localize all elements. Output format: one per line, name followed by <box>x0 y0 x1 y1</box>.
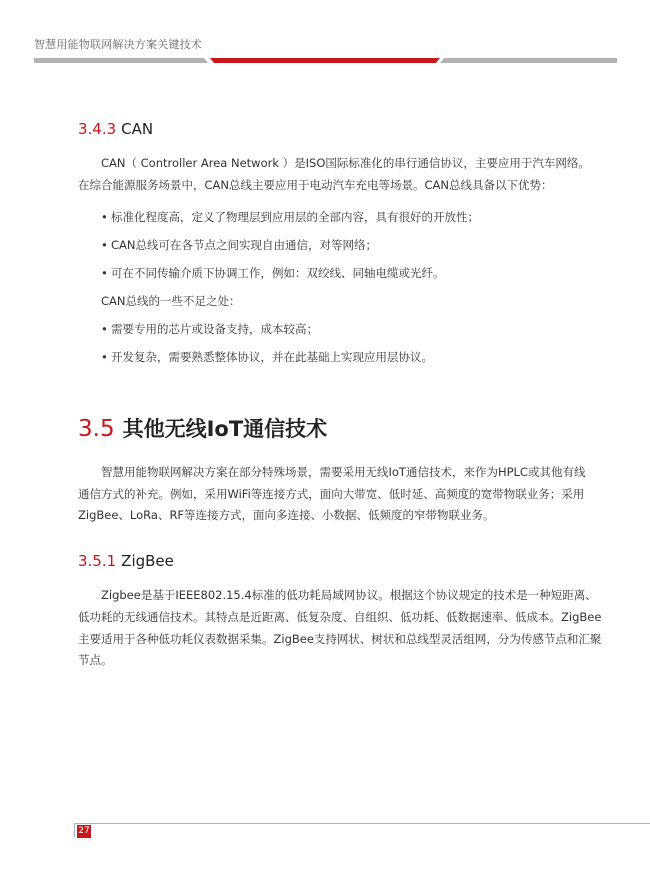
paragraph-line: Zigbee是基于IEEE802.15.4标准的低功耗局域网协议。根据这个协议规定的技术是一种短距离、 <box>101 588 597 602</box>
list-item <box>101 321 318 337</box>
bullet-icon: • <box>101 210 108 224</box>
can-intro-line-2: 在综合能源服务场景中，CAN总线主要应用于电动汽车充电等场景。CAN总线具备以下优势： <box>78 178 553 192</box>
heading-text: 其他无线IoT通信技术 <box>122 417 328 441</box>
footer-rule <box>74 823 650 824</box>
heading-number: 3.5.1 <box>78 552 117 570</box>
paragraph-line: 智慧用能物联网解决方案在部分特殊场景，需要采用无线IoT通信技术，来作为HPLC或其他有线 <box>101 465 586 479</box>
list-item-text: CAN总线可在各节点之间实现自由通信，对等网络； <box>111 238 377 252</box>
paragraph-line: 主要适用于各种低功耗仪表数据采集。ZigBee支持网状、树状和总线型灵活组网，分为传感节点和汇聚 <box>78 632 602 646</box>
list-item-text: 需要专用的芯片或设备支持，成本较高； <box>111 322 318 336</box>
heading-text: ZigBee <box>121 552 174 570</box>
heading-3-4-3 <box>78 120 153 138</box>
paragraph-line: 低功耗的无线通信技术。其特点是近距离、低复杂度、自组织、低功耗、低数据速率、低成本。ZigBee <box>78 610 602 624</box>
page-number: 27 <box>78 826 90 836</box>
list-item-text: 开发复杂，需要熟悉整体协议，并在此基础上实现应用层协议。 <box>111 350 433 364</box>
bullet-icon: • <box>101 322 108 336</box>
shortcomings-intro: CAN总线的一些不足之处： <box>101 294 241 308</box>
header-rule <box>34 58 617 63</box>
heading-3-5-1 <box>78 552 174 570</box>
list-item <box>101 209 479 225</box>
bullet-icon: • <box>101 238 108 252</box>
header-title: 智慧用能物联网解决方案关键技术 <box>34 38 202 51</box>
list-item-text: 可在不同传输介质下协调工作，例如：双绞线、同轴电缆或光纤。 <box>111 266 445 280</box>
list-item <box>101 349 433 365</box>
bullet-icon: • <box>101 350 108 364</box>
heading-number: 3.4.3 <box>78 120 117 138</box>
list-item-text: 标准化程度高，定义了物理层到应用层的全部内容，具有很好的开放性； <box>111 210 479 224</box>
footer-tick <box>74 823 75 837</box>
paragraph-line: 节点。 <box>78 653 113 667</box>
can-intro-line-1: CAN（ Controller Area Network ）是ISO国际标准化的串行通信协议，主要应用于汽车网络。 <box>101 156 590 170</box>
paragraph-line: 通信方式的补充。例如，采用WiFi等连接方式，面向大带宽、低时延、高频度的宽带物联业务；采用 <box>78 487 585 501</box>
paragraph-line: ZigBee、LoRa、RF等连接方式，面向多连接、小数据、低频度的窄带物联业务。 <box>78 508 495 522</box>
heading-number: 3.5 <box>78 416 115 442</box>
list-item <box>101 237 377 253</box>
heading-3-5 <box>78 413 327 443</box>
heading-text: CAN <box>121 120 154 138</box>
bullet-icon: • <box>101 266 108 280</box>
list-item <box>101 265 445 281</box>
